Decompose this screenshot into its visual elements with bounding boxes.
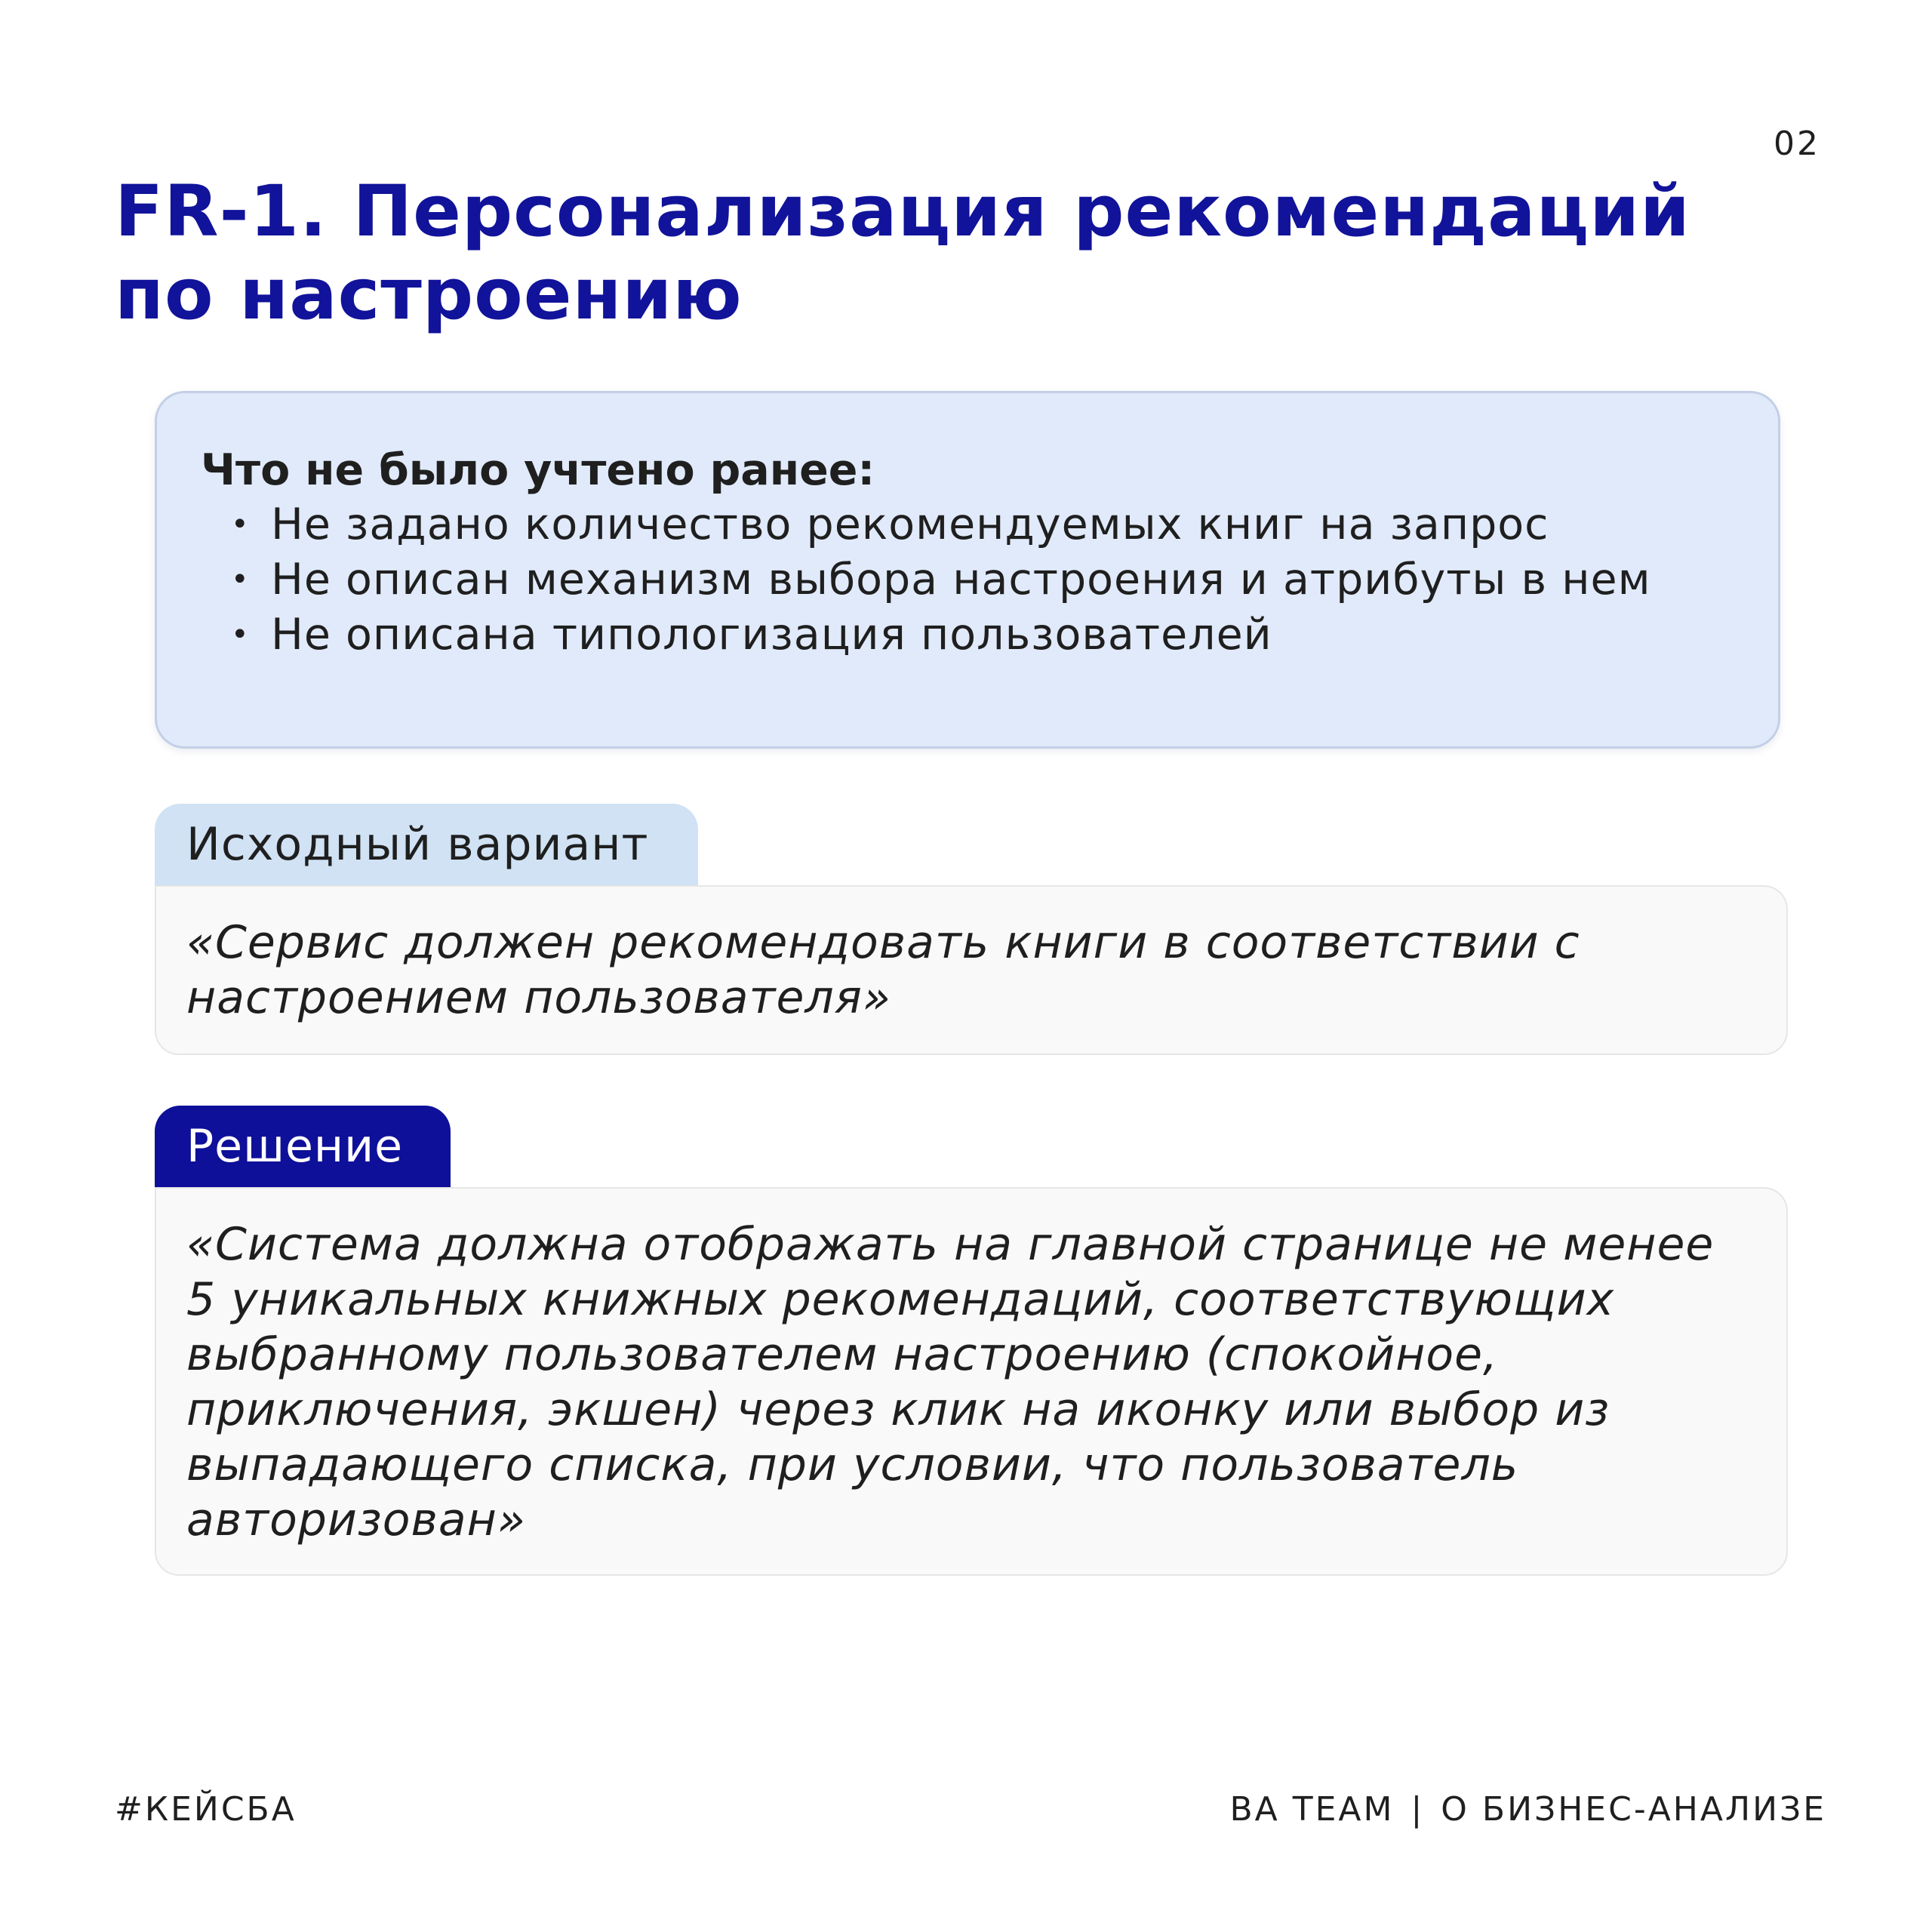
list-item — [231, 497, 1734, 552]
footer-hashtag: #КЕЙСБА — [115, 1790, 297, 1829]
notes-heading: Что не было учтено ранее: — [201, 445, 875, 495]
original-variant-quote — [155, 885, 1788, 1055]
list-item-text: Не описан механизм выбора настроения и атрибуты в нем — [271, 555, 1651, 605]
list-item-text: Не описана типологизация пользователей — [271, 610, 1272, 660]
original-variant-text: «Сервис должен рекомендовать книги в соответствии с настроением пользователя» — [186, 916, 1580, 1024]
solution-text: «Система должна отображать на главной странице не менее 5 уникальных книжных рекомендаций, соответствующих выбранному пользователем настроению (спокойное, приключения, экшен) через клик на иконку или выбор из выпадающего списка, при условии, что пользователь авторизован» — [186, 1218, 1715, 1546]
list-item — [231, 608, 1734, 663]
bullet-icon: • — [231, 507, 250, 542]
footer-brand-name: BA TEAM — [1229, 1790, 1395, 1829]
notes-list — [201, 497, 1734, 663]
list-item — [231, 552, 1734, 608]
bullet-icon: • — [231, 562, 250, 597]
page-number: 02 — [1774, 125, 1820, 163]
page-title: FR-1. Персонализация рекомендаций по настроению — [115, 171, 1690, 336]
original-variant-tab: Исходный вариант — [155, 804, 698, 885]
list-item-text: Не задано количество рекомендуемых книг на запрос — [271, 500, 1549, 549]
notes-card — [155, 391, 1780, 749]
solution-quote — [155, 1187, 1788, 1576]
footer-tagline: О БИЗНЕС-АНАЛИЗЕ — [1441, 1790, 1826, 1829]
footer-separator: | — [1411, 1790, 1425, 1829]
solution-tab: Решение — [155, 1106, 451, 1187]
bullet-icon: • — [231, 617, 250, 652]
footer-brand — [1229, 1790, 1826, 1829]
